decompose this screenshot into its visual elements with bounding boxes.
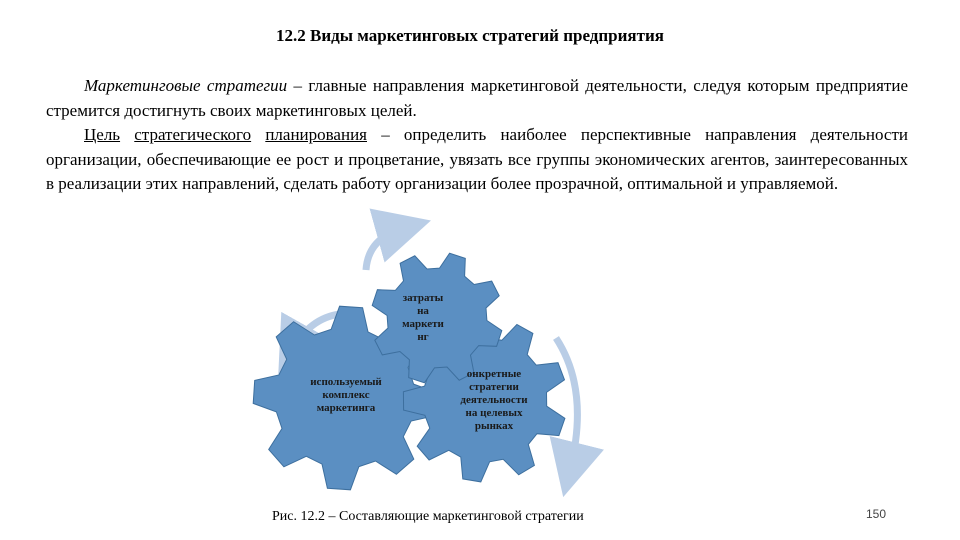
- term-strategic: стратегического: [134, 125, 252, 144]
- gear-label-marketing-mix: используемый комплекс маркетинга: [310, 376, 382, 414]
- term-marketing-strategies: Маркетинговые стратегии: [84, 76, 288, 95]
- gear-label-target-market-strategies: онкретные стратегии деятельности на целевых рынках: [460, 368, 528, 432]
- arrow-right-icon: [556, 338, 577, 470]
- planning-goal-text: – определить наиболее перспективные направления деятельности организации, обеспечивающие ее рост и процветание, увязать все группы экономических агентов, заинтересованных в реализации этих направлений, сделать работу организации более прозрачной, оптимальной и управляемой.: [46, 125, 909, 193]
- page-title: 12.2 Виды маркетинговых стратегий предприятия: [276, 26, 664, 45]
- gear-label-marketing-costs: затраты на маркети нг: [402, 292, 444, 343]
- term-planning: планирования: [265, 125, 367, 144]
- term-goal: Цель: [84, 125, 121, 144]
- definition-text: – главные направления маркетинговой деятельности, следуя которым предприятие стремится достигнуть своих маркетинговых целей.: [46, 76, 908, 120]
- figure-caption: Рис. 12.2 – Составляющие маркетинговой стратегии: [272, 509, 584, 524]
- arrow-top-icon: [366, 228, 404, 270]
- page-number: 150: [866, 507, 887, 521]
